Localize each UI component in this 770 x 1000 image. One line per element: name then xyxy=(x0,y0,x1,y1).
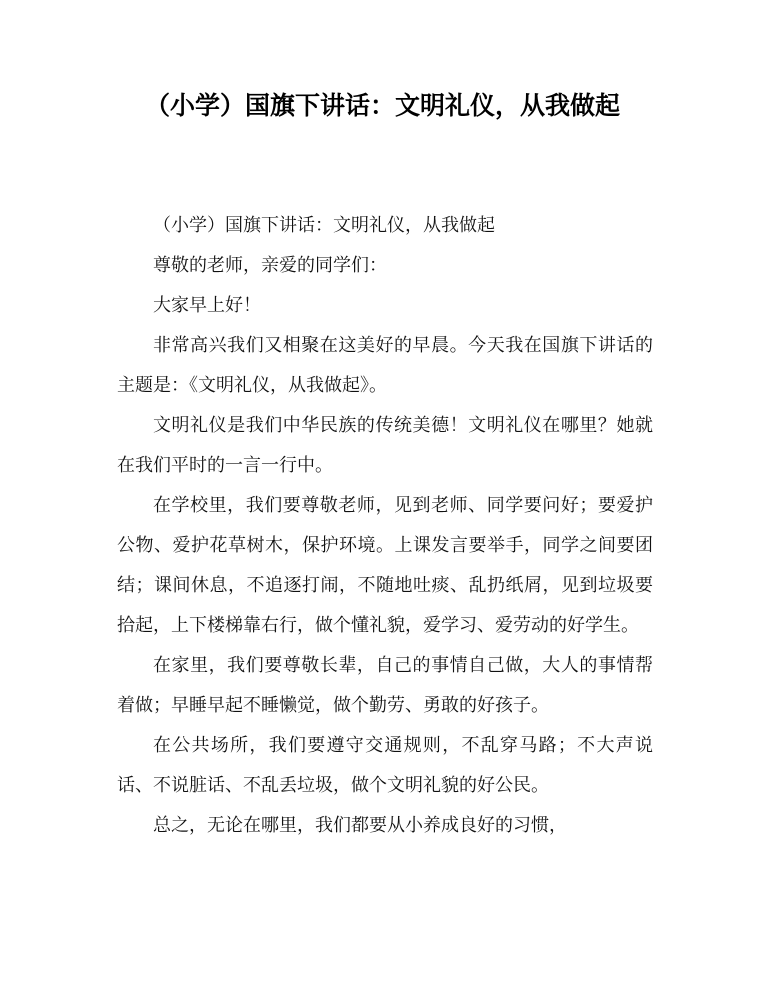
paragraph-subtitle: （小学）国旗下讲话：文明礼仪，从我做起 xyxy=(153,215,495,236)
paragraph-greeting: 大家早上好！ xyxy=(153,295,261,316)
document-title: （小学）国旗下讲话：文明礼仪，从我做起 xyxy=(144,91,620,120)
paragraph-home: 在家里，我们要尊敬长辈，自己的事情自己做，大人的事情帮着做；早睡早起不睡懒觉，做个勤劳、勇敢的好孩子。 xyxy=(117,655,653,716)
paragraph-tradition: 文明礼仪是我们中华民族的传统美德！文明礼仪在哪里？她就在我们平时的一言一行中。 xyxy=(117,415,653,476)
paragraph-salutation: 尊敬的老师，亲爱的同学们： xyxy=(153,255,387,276)
document-body xyxy=(117,206,653,846)
paragraph-public: 在公共场所，我们要遵守交通规则，不乱穿马路；不大声说话、不说脏话、不乱丢垃圾，做个文明礼貌的好公民。 xyxy=(117,735,653,796)
paragraph-school: 在学校里，我们要尊敬老师，见到老师、同学要问好；要爱护公物、爱护花草树木，保护环境。上课发言要举手，同学之间要团结；课间休息，不追逐打闹，不随地吐痰、乱扔纸屑，见到垃圾要拾起，上下楼梯靠右行，做个懂礼貌，爱学习、爱劳动的好学生。 xyxy=(117,495,653,636)
paragraph-conclusion: 总之，无论在哪里，我们都要从小养成良好的习惯， xyxy=(153,815,567,836)
paragraph-topic: 非常高兴我们又相聚在这美好的早晨。今天我在国旗下讲话的主题是：《文明礼仪，从我做起》。 xyxy=(117,335,653,396)
